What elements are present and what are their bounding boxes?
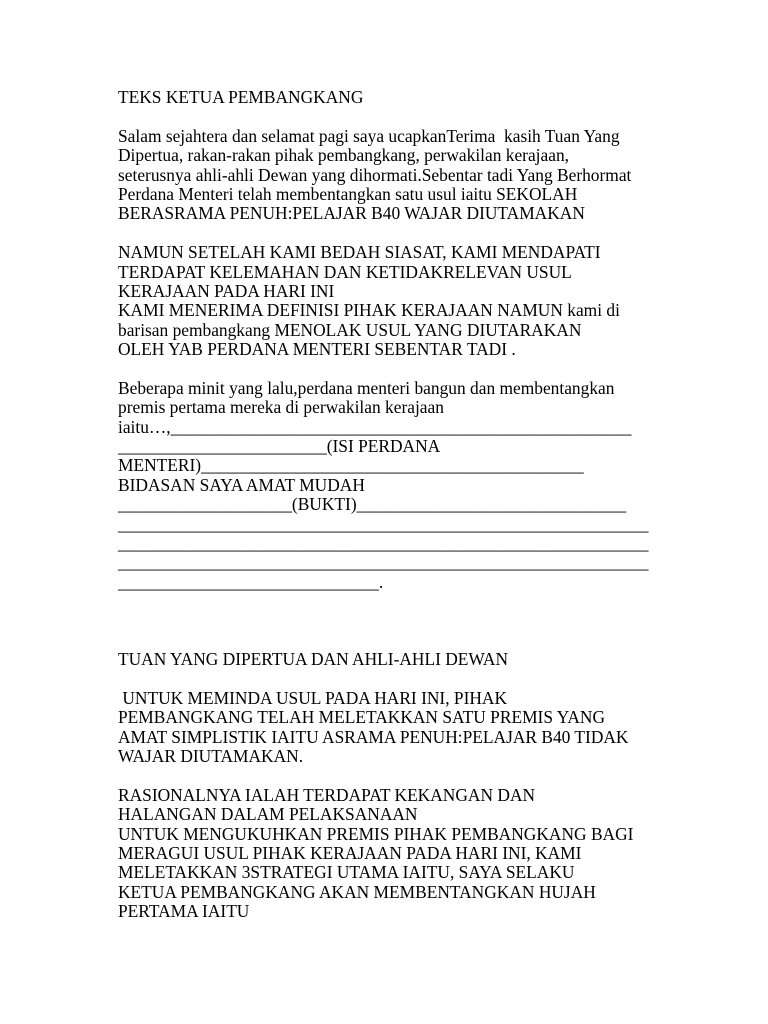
blank-fill-line: iaitu…,_____________________________________________________: [118, 416, 632, 437]
text-line: PEMBANGKANG TELAH MELETAKKAN SATU PREMIS YANG: [118, 707, 606, 728]
text-line: TERDAPAT KELEMAHAN DAN KETIDAKRELEVAN USUL: [118, 261, 572, 282]
text-line: KERAJAAN PADA HARI INI: [118, 280, 335, 301]
text-line: barisan pembangkang MENOLAK USUL YANG DIUTARAKAN: [118, 319, 582, 340]
text-line: KETUA PEMBANGKANG AKAN MEMBENTANGKAN HUJAH: [118, 881, 596, 902]
text-line: UNTUK MEMINDA USUL PADA HARI INI, PIHAK: [118, 687, 508, 708]
text-line: KAMI MENERIMA DEFINISI PIHAK KERAJAAN NAMUN kami di: [118, 300, 620, 321]
text-line: BERASRAMA PENUH:PELAJAR B40 WAJAR DIUTAMAKAN: [118, 203, 585, 224]
paragraph-spacer: [118, 107, 718, 126]
blank-fill-line: _____________________________________________________________: [118, 552, 649, 573]
text-line: MELETAKKAN 3STRATEGI UTAMA IAITU, SAYA SELAKU: [118, 862, 575, 883]
fill-in-paragraph: [118, 379, 718, 592]
section-heading: TUAN YANG DIPERTUA DAN AHLI-AHLI DEWAN: [118, 649, 509, 670]
text-line: Dipertua, rakan-rakan pihak pembangkang, perwakilan kerajaan,: [118, 145, 569, 166]
text-line: Perdana Menteri telah membentangkan satu usul iaitu SEKOLAH: [118, 183, 578, 204]
document-page: [118, 88, 718, 922]
text-line: UNTUK MENGUKUHKAN PREMIS PIHAK PEMBANGKANG BAGI: [118, 823, 634, 844]
document-title: TEKS KETUA PEMBANGKANG: [118, 87, 364, 107]
blank-fill-line: ______________________________.: [118, 571, 384, 592]
text-line: WAJAR DIUTAMAKAN.: [118, 746, 304, 767]
rebuttal-paragraph: [118, 243, 718, 359]
blank-fill-line: _____________________________________________________________: [118, 532, 649, 553]
paragraph-spacer: [118, 224, 718, 243]
text-line: OLEH YAB PERDANA MENTERI SEBENTAR TADI .: [118, 339, 516, 360]
text-line: BIDASAN SAYA AMAT MUDAH: [118, 474, 365, 495]
text-line: NAMUN SETELAH KAMI BEDAH SIASAT, KAMI MENDAPATI: [118, 242, 601, 263]
greeting-paragraph: [118, 127, 718, 224]
paragraph-spacer: [118, 767, 718, 786]
paragraph-spacer: [118, 359, 718, 378]
text-line: PERTAMA IAITU: [118, 901, 250, 922]
section-spacer: [118, 592, 718, 650]
text-line: Beberapa minit yang lalu,perdana menteri bangun dan membentangkan: [118, 377, 615, 398]
blank-fill-line: ____________________(BUKTI)_______________________________: [118, 494, 627, 515]
paragraph-spacer: [118, 670, 718, 689]
text-line: RASIONALNYA IALAH TERDAPAT KEKANGAN DAN: [118, 784, 536, 805]
blank-fill-line: ________________________(ISI PERDANA: [118, 436, 441, 457]
text-line: seterusnya ahli-ahli Dewan yang dihormati.Sebentar tadi Yang Berhormat: [118, 164, 632, 185]
text-line: MERAGUI USUL PIHAK KERAJAAN PADA HARI INI, KAMI: [118, 843, 582, 864]
rationale-paragraph: [118, 786, 718, 922]
blank-fill-line: MENTERI)____________________________________________: [118, 455, 584, 476]
text-line: HALANGAN DALAM PELAKSANAAN: [118, 804, 418, 825]
text-line: premis pertama mereka di perwakilan kerajaan: [118, 397, 444, 418]
blank-fill-line: _____________________________________________________________: [118, 513, 649, 534]
amendment-paragraph: [118, 689, 718, 767]
text-line: Salam sejahtera dan selamat pagi saya ucapkanTerima kasih Tuan Yang: [118, 125, 620, 146]
text-line: AMAT SIMPLISTIK IAITU ASRAMA PENUH:PELAJAR B40 TIDAK: [118, 726, 629, 747]
